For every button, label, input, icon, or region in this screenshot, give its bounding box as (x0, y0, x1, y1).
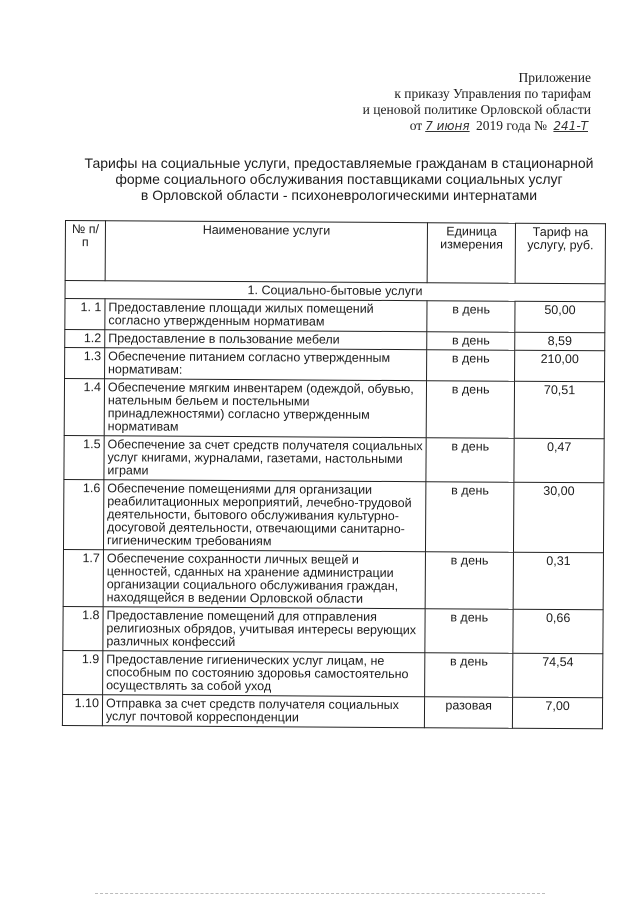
service-name: Отправка за счет средств получателя социальных услуг почтовой корреспонденции (102, 695, 424, 728)
service-name: Предоставление гигиенических услуг лицам, не способным по состоянию здоровья самостоятельно осуществлять за собой уход (103, 651, 426, 697)
tariff-price: 70,51 (514, 381, 604, 439)
tariff-price: 0,47 (514, 438, 604, 483)
row-number: 1.7 (63, 549, 103, 606)
tariff-price: 210,00 (515, 350, 605, 382)
unit-of-measure: в день (426, 381, 514, 439)
row-number: 1.5 (64, 435, 104, 479)
appendix-line: к приказу Управления по тарифам (394, 86, 591, 101)
service-name: Предоставление в пользование мебели (105, 330, 427, 350)
tariffs-table (62, 220, 606, 729)
table-row (64, 379, 604, 439)
table-row (63, 549, 603, 609)
table-row (63, 606, 603, 653)
title-line: Тарифы на социальные услуги, предоставляемые гражданам в стационарной (84, 155, 594, 171)
unit-of-measure: в день (427, 350, 515, 382)
unit-of-measure: в день (425, 653, 513, 698)
unit-of-measure: в день (425, 609, 513, 654)
service-name: Предоставление помещений для отправления религиозных обрядов, учитывая интересы верующих различных конфессий (103, 607, 426, 653)
unit-of-measure: в день (427, 301, 515, 333)
appendix-line: и ценовой политике Орловской области (362, 102, 591, 117)
table-row (65, 299, 605, 333)
table-row (64, 435, 604, 482)
tariff-price: 0,31 (513, 552, 603, 610)
unit-of-measure: в день (427, 332, 515, 351)
table-row (65, 348, 605, 382)
table-header-row (65, 221, 605, 284)
table-row (62, 694, 602, 728)
title-line: в Орловской области - психоневрологическими интернатами (140, 187, 538, 203)
document-title (78, 155, 600, 203)
date-year: 2019 года № (475, 118, 548, 133)
appendix-header (331, 70, 591, 134)
header-price: Тариф на услугу, руб. (515, 223, 605, 284)
row-number: 1.8 (63, 606, 103, 650)
service-name: Обеспечение питанием согласно утвержденным нормативам: (104, 348, 426, 381)
handwritten-date: 7 июня (425, 119, 470, 133)
tariff-price: 50,00 (515, 301, 605, 333)
row-number: 1.6 (63, 479, 103, 549)
unit-of-measure: в день (426, 438, 514, 483)
date-prefix: от (409, 118, 423, 133)
row-number: 1.3 (65, 348, 105, 379)
order-date-line (331, 118, 591, 134)
row-number: 1. 1 (65, 299, 105, 330)
service-name: Предоставление площади жилых помещений согласно утвержденным нормативам (105, 299, 427, 332)
header-num: № п/п (65, 221, 105, 281)
service-name: Обеспечение мягким инвентарем (одеждой, обувью, нательным бельем и постельными принадлежностями) согласно утвержденным нормативам (104, 379, 427, 438)
header-name: Наименование услуги (105, 221, 428, 283)
unit-of-measure: разовая (425, 697, 513, 729)
row-number: 1.10 (62, 694, 102, 725)
unit-of-measure: в день (425, 552, 513, 610)
tariff-price: 7,00 (513, 697, 603, 729)
handwritten-order-number: 241-Т (553, 119, 588, 133)
appendix-title: Приложение (518, 70, 591, 85)
table-row (63, 479, 603, 552)
tariff-price: 30,00 (514, 482, 604, 553)
service-name: Обеспечение за счет средств получателя социальных услуг книгами, журналами, газетами, настольными играми (104, 436, 427, 482)
row-number: 1.2 (65, 330, 105, 348)
table-row (63, 650, 603, 697)
service-name: Обеспечение сохранности личных вещей и ценностей, сданных на хранение администрации организации социального обслуживания граждан, находящейся в ведении Орловской области (103, 550, 426, 609)
tariff-price: 8,59 (515, 332, 605, 351)
row-number: 1.4 (64, 379, 104, 436)
service-name: Обеспечение помещениями для организации реабилитационных мероприятий, лечебно-трудовой деятельности, бытового обслуживания культурно-досуговой деятельности, отвечающими санитарно-гигиеническим требованиям (103, 480, 426, 552)
section-title: 1. Социально-бытовые услуги (65, 281, 605, 302)
row-number: 1.9 (63, 650, 103, 694)
tariff-price: 0,66 (513, 609, 603, 654)
tariff-price: 74,54 (513, 653, 603, 698)
unit-of-measure: в день (426, 482, 514, 553)
title-line: форме социального обслуживания поставщиками социальных услуг (115, 171, 563, 187)
page-bottom-divider (95, 893, 545, 895)
header-unit: Единица измерения (427, 223, 515, 284)
